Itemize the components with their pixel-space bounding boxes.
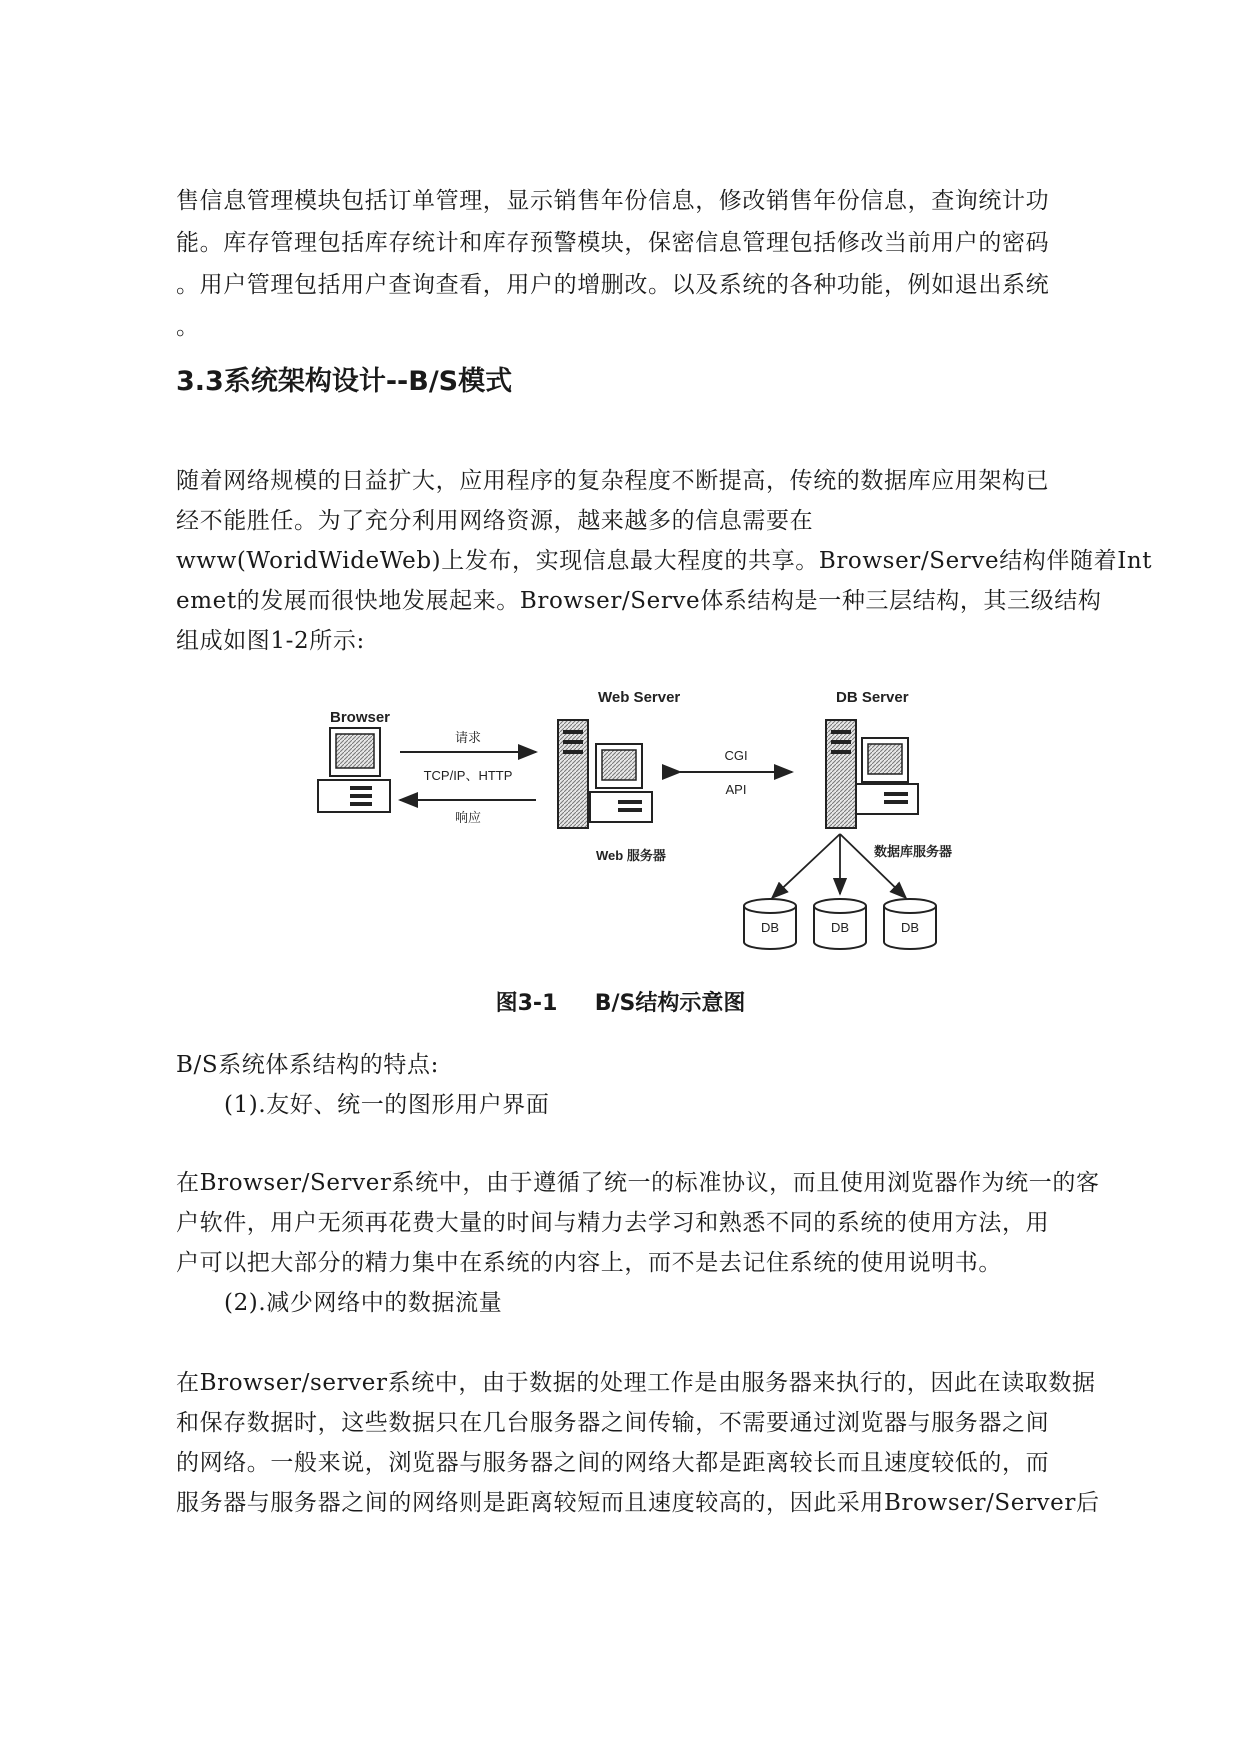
body-text-line: 经不能胜任。为了充分利用网络资源，越来越多的信息需要在 xyxy=(176,508,814,534)
protocol-label: TCP/IP、HTTP xyxy=(423,768,513,783)
web-server-icon xyxy=(558,720,652,828)
figure-number: 图3-1 xyxy=(495,991,558,1016)
body-text-line: 服务器与服务器之间的网络则是距离较短而且速度较高的，因此采用Browser/Server后 xyxy=(176,1490,1100,1516)
web-server-label: Web Server xyxy=(598,689,681,706)
section-heading: 3.3系统架构设计--B/S模式 xyxy=(176,366,513,397)
bs-architecture-diagram xyxy=(300,680,980,960)
body-text-line: 在Browser/server系统中，由于数据的处理工作是由服务器来执行的，因此在读取数据 xyxy=(176,1370,1096,1396)
db-label: DB xyxy=(830,920,850,935)
browser-computer-icon xyxy=(318,728,390,812)
db-label: DB xyxy=(760,920,780,935)
db-label: DB xyxy=(900,920,920,935)
body-text-line: 随着网络规模的日益扩大，应用程序的复杂程度不断提高，传统的数据库应用架构已 xyxy=(176,468,1050,494)
db-link-arrow xyxy=(772,834,840,898)
cgi-label: CGI xyxy=(724,748,748,763)
figure-title: B/S结构示意图 xyxy=(594,991,746,1016)
figure-caption xyxy=(0,989,1241,1019)
body-text-line: 能。库存管理包括库存统计和库存预警模块，保密信息管理包括修改当前用户的密码 xyxy=(176,230,1050,256)
db-server-icon xyxy=(826,720,918,828)
browser-label: Browser xyxy=(330,709,391,726)
body-text-line: 。 xyxy=(176,314,200,340)
response-label: 响应 xyxy=(454,810,482,825)
body-text-line: 的网络。一般来说，浏览器与服务器之间的网络大都是距离较长而且速度较低的，而 xyxy=(176,1450,1050,1476)
features-title: B/S系统体系结构的特点: xyxy=(176,1052,439,1078)
body-text-line: emet的发展而很快地发展起来。Browser/Serve体系结构是一种三层结构，其三级结构 xyxy=(176,588,1102,614)
feature-item: (2).减少网络中的数据流量 xyxy=(224,1290,503,1316)
body-text-line: 售信息管理模块包括订单管理，显示销售年份信息，修改销售年份信息，查询统计功 xyxy=(176,188,1050,214)
body-text-line: 和保存数据时，这些数据只在几台服务器之间传输，不需要通过浏览器与服务器之间 xyxy=(176,1410,1050,1436)
db-service-label: 数据库服务器 xyxy=(874,844,953,859)
web-service-label: Web 服务器 xyxy=(596,848,666,863)
body-text-line: 在Browser/Server系统中，由于遵循了统一的标准协议，而且使用浏览器作为统一的客 xyxy=(176,1170,1100,1196)
feature-item: (1).友好、统一的图形用户界面 xyxy=(224,1092,550,1118)
body-text-line: www(WoridWideWeb)上发布，实现信息最大程度的共享。Browser/Serve结构伴随着Int xyxy=(176,548,1153,574)
body-text-line: 户可以把大部分的精力集中在系统的内容上，而不是去记住系统的使用说明书。 xyxy=(176,1250,1002,1276)
api-label: API xyxy=(725,782,747,797)
db-server-label: DB Server xyxy=(836,689,909,706)
body-text-line: 组成如图1-2所示: xyxy=(176,628,365,654)
body-text-line: 。用户管理包括用户查询查看，用户的增删改。以及系统的各种功能，例如退出系统 xyxy=(176,272,1050,298)
request-label: 请求 xyxy=(454,730,482,745)
body-text-line: 户软件，用户无须再花费大量的时间与精力去学习和熟悉不同的系统的使用方法，用 xyxy=(176,1210,1050,1236)
